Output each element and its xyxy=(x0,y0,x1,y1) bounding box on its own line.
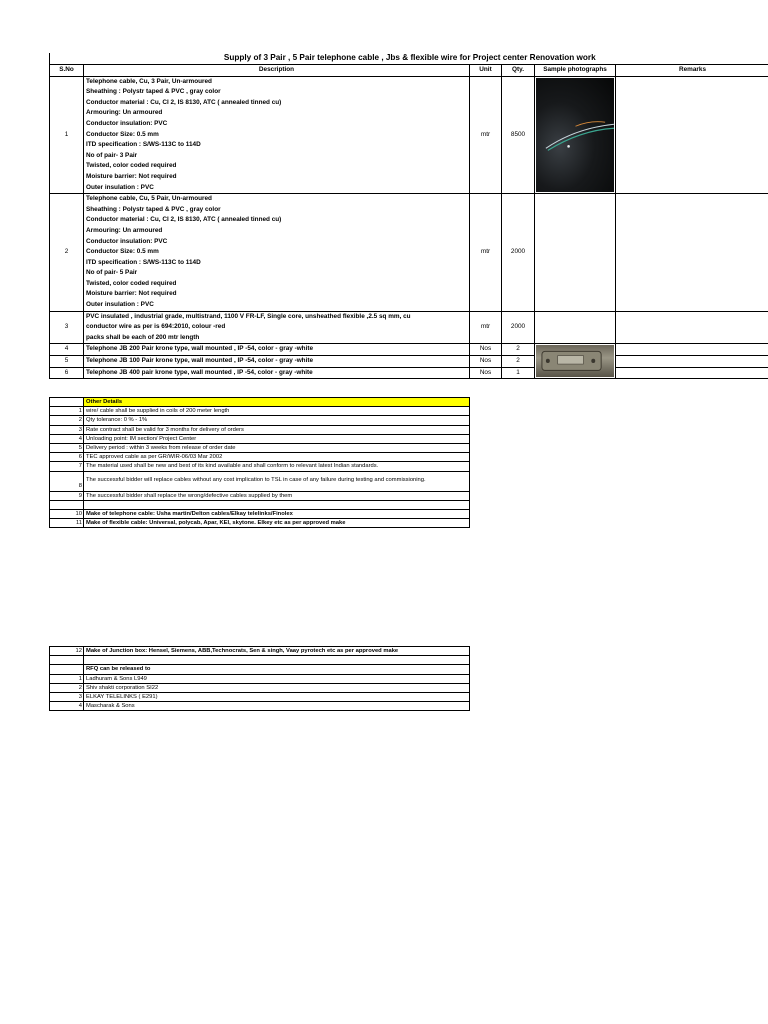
desc-line: ITD specification : S/WS-113C to 114D xyxy=(86,258,201,266)
vendor-name: Shiv shakti corporation SI22 xyxy=(84,683,470,692)
desc-line: Sheathing : Polystr taped & PVC , gray color xyxy=(86,88,221,96)
row-remarks xyxy=(616,344,768,356)
desc-line: packs shall be each of 200 mtr length xyxy=(86,333,200,341)
list-item xyxy=(50,647,470,656)
row-remarks xyxy=(616,367,768,379)
col-remarks: Remarks xyxy=(616,65,768,77)
row-qty: 8500 xyxy=(502,76,535,194)
item-number: 12 xyxy=(50,647,84,656)
desc-line: Outer insulation : PVC xyxy=(86,183,154,191)
item-number: 6 xyxy=(50,453,84,462)
vendor-name: ELKAY TELELINKS ( E291) xyxy=(84,693,470,702)
list-item xyxy=(50,416,470,425)
row-description xyxy=(84,194,470,312)
desc-line: Conductor material : Cu, Cl 2, IS 8130, ATC ( annealed tinned cu) xyxy=(86,216,282,224)
rfq-table xyxy=(49,646,470,711)
row-sno: 6 xyxy=(50,367,84,379)
item-text: The material used shall be new and best of its kind available and shall conform to relevant latest Indian standards. xyxy=(84,462,470,471)
vendor-number: 2 xyxy=(50,683,84,692)
row-qty: 2000 xyxy=(502,194,535,312)
list-item xyxy=(50,434,470,443)
desc-line: PVC insulated , industrial grade, multistrand, 1100 V FR-LF, Single core, unsheathed flexible ,2.5 sq mm, cu xyxy=(86,312,411,320)
vendor-row xyxy=(50,683,470,692)
header-number-cell xyxy=(50,398,84,407)
list-item xyxy=(50,471,470,491)
rfq-header: RFQ can be released to xyxy=(84,665,470,674)
desc-line: Twisted, color coded required xyxy=(86,162,177,170)
row-description xyxy=(84,344,470,356)
table-row xyxy=(50,311,768,344)
sample-photo-empty xyxy=(535,194,616,312)
desc-line: Telephone JB 200 Pair krone type, wall mounted , IP -54, color - gray -white xyxy=(86,345,314,353)
item-number: 8 xyxy=(50,471,84,491)
item-text: Unloading point: IM section/ Project Center xyxy=(84,434,470,443)
list-item xyxy=(50,462,470,471)
item-number: 5 xyxy=(50,444,84,453)
desc-line: Telephone JB 100 Pair krone type, wall mounted , IP -54, color - gray -white xyxy=(86,357,314,365)
vendor-name: Ladhuram & Sons L949 xyxy=(84,674,470,683)
blank-number-cell xyxy=(50,656,84,665)
row-description xyxy=(84,356,470,368)
item-number: 3 xyxy=(50,425,84,434)
list-item xyxy=(50,519,470,528)
item-number: 9 xyxy=(50,491,84,500)
desc-line: Twisted, color coded required xyxy=(86,279,177,287)
col-description: Description xyxy=(84,65,470,77)
row-description xyxy=(84,311,470,344)
sample-photo-junction-box xyxy=(535,344,616,379)
item-text: TEC approved cable as per GR/WIR-06/03 Mar 2002 xyxy=(84,453,470,462)
desc-line: Conductor Size: 0.5 mm xyxy=(86,130,159,138)
desc-line: No of pair- 3 Pair xyxy=(86,151,138,159)
header-row xyxy=(50,65,768,77)
sheet-title: Supply of 3 Pair , 5 Pair telephone cable , Jbs & flexible wire for Project center Renovation work xyxy=(50,53,768,65)
item-text: Delivery period : within 3 weeks from release of order date xyxy=(84,444,470,453)
other-details-table xyxy=(49,397,470,528)
list-item xyxy=(50,491,470,500)
list-item xyxy=(50,453,470,462)
item-text: The successful bidder will replace cables without any cost implication to TSL in case of any failure during testing and commissioning. xyxy=(84,471,470,491)
desc-line: Telephone cable, Cu, 3 Pair, Un-armoured xyxy=(86,77,212,85)
row-unit: Nos xyxy=(470,367,502,379)
desc-line: Conductor Size: 0.5 mm xyxy=(86,248,159,256)
row-sno: 5 xyxy=(50,356,84,368)
item-text: Qty tolerance: 0 % - 1% xyxy=(84,416,470,425)
sample-photo-empty xyxy=(535,311,616,344)
row-remarks xyxy=(616,194,768,312)
other-details-header: Other Details xyxy=(84,398,470,407)
row-sno: 1 xyxy=(50,76,84,194)
desc-line: Conductor insulation: PVC xyxy=(86,237,168,245)
item-number: 1 xyxy=(50,407,84,416)
row-qty: 2000 xyxy=(502,311,535,344)
blank-row xyxy=(50,656,470,665)
desc-line: conductor wire as per is 694:2010, colour -red xyxy=(86,323,226,331)
spec-table xyxy=(49,53,768,379)
row-qty: 2 xyxy=(502,356,535,368)
list-item xyxy=(50,407,470,416)
desc-line: Sheathing : Polystr taped & PVC , gray color xyxy=(86,205,221,213)
desc-line: Moisture barrier: Not required xyxy=(86,172,177,180)
item-number: 10 xyxy=(50,510,84,519)
blank-row xyxy=(50,500,470,509)
vendor-row xyxy=(50,674,470,683)
row-unit: mtr xyxy=(470,311,502,344)
row-qty: 2 xyxy=(502,344,535,356)
col-unit: Unit xyxy=(470,65,502,77)
item-text: Rate contract shall be valid for 3 months for delivery of orders xyxy=(84,425,470,434)
table-row xyxy=(50,367,768,379)
col-photos: Sample photographs xyxy=(535,65,616,77)
table-row xyxy=(50,356,768,368)
row-unit: Nos xyxy=(470,356,502,368)
vendor-number: 3 xyxy=(50,693,84,702)
desc-line: Conductor insulation: PVC xyxy=(86,119,168,127)
blank-number-cell xyxy=(50,500,84,509)
blank-text-cell xyxy=(84,500,470,509)
item-number: 11 xyxy=(50,519,84,528)
table-row xyxy=(50,194,768,312)
desc-line: No of pair- 5 Pair xyxy=(86,269,138,277)
row-unit: Nos xyxy=(470,344,502,356)
other-details-header-row xyxy=(50,398,470,407)
blank-number-cell xyxy=(50,665,84,674)
desc-line: Armouring: Un armoured xyxy=(86,226,163,234)
list-item xyxy=(50,425,470,434)
row-unit: mtr xyxy=(470,194,502,312)
sample-photo-cable xyxy=(535,76,616,194)
row-description xyxy=(84,76,470,194)
list-item xyxy=(50,444,470,453)
item-number: 7 xyxy=(50,462,84,471)
item-number: 2 xyxy=(50,416,84,425)
junction-box-make: Make of Junction box: Hensel, Siemens, ABB,Technocrats, Sen & singh, Vaay pyrotech etc as per approved make xyxy=(84,647,470,656)
table-row xyxy=(50,344,768,356)
row-remarks xyxy=(616,76,768,194)
vendor-number: 1 xyxy=(50,674,84,683)
desc-line: Telephone cable, Cu, 5 Pair, Un-armoured xyxy=(86,195,212,203)
row-description xyxy=(84,367,470,379)
row-remarks xyxy=(616,356,768,368)
col-sno: S.No xyxy=(50,65,84,77)
row-sno: 3 xyxy=(50,311,84,344)
row-remarks xyxy=(616,311,768,344)
row-unit: mtr xyxy=(470,76,502,194)
desc-line: Outer insulation : PVC xyxy=(86,301,154,309)
row-sno: 4 xyxy=(50,344,84,356)
col-qty: Qty. xyxy=(502,65,535,77)
item-text: The successful bidder shall replace the wrong/defective cables supplied by them xyxy=(84,491,470,500)
row-sno: 2 xyxy=(50,194,84,312)
vendor-row xyxy=(50,702,470,711)
list-item xyxy=(50,510,470,519)
vendor-name: Mascharak & Sons xyxy=(84,702,470,711)
item-text: wire/ cable shall be supplied in coils of 200 meter length xyxy=(84,407,470,416)
item-number: 4 xyxy=(50,434,84,443)
desc-line: Moisture barrier: Not required xyxy=(86,290,177,298)
item-text: Make of telephone cable: Usha martin/Delton cables/Elkay telelinks/Finolex xyxy=(84,510,470,519)
row-qty: 1 xyxy=(502,367,535,379)
blank-text-cell xyxy=(84,656,470,665)
desc-line: ITD specification : S/WS-113C to 114D xyxy=(86,141,201,149)
table-row xyxy=(50,76,768,194)
vendor-number: 4 xyxy=(50,702,84,711)
vendor-row xyxy=(50,693,470,702)
desc-line: Conductor material : Cu, Cl 2, IS 8130, ATC ( annealed tinned cu) xyxy=(86,98,282,106)
item-text: Make of flexible cable: Universal, polycab, Apar, KEI, skytone. Elkey etc as per approved make xyxy=(84,519,470,528)
desc-line: Armouring: Un armoured xyxy=(86,109,163,117)
rfq-header-row xyxy=(50,665,470,674)
desc-line: Telephone JB 400 pair krone type, wall mounted , IP -54, color - gray -white xyxy=(86,368,313,376)
